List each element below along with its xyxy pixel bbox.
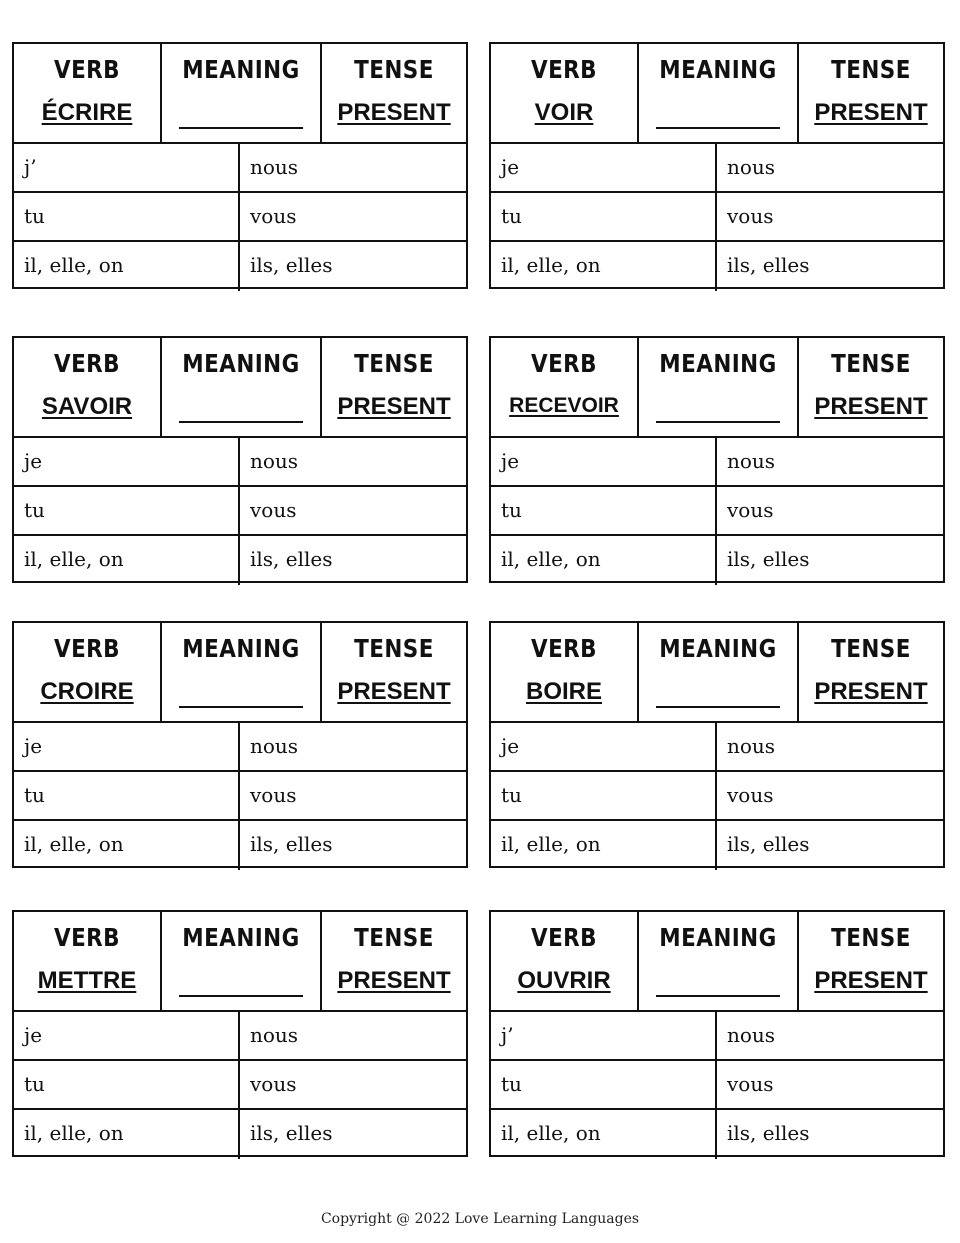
conjugation-row	[491, 487, 943, 536]
verb-heading: VERB	[530, 55, 597, 84]
verb-card-ecrire	[12, 42, 468, 289]
verb-card-recevoir	[489, 336, 945, 583]
pronoun-cell[interactable]: nous	[250, 449, 299, 473]
verb-card-boire	[489, 621, 945, 868]
verb-cell	[14, 44, 162, 142]
meaning-blank-line[interactable]	[179, 995, 303, 997]
pronoun-cell[interactable]: vous	[727, 498, 774, 522]
meaning-heading: MEANING	[182, 55, 300, 84]
meaning-blank-line[interactable]	[179, 127, 303, 129]
tense-cell	[799, 44, 943, 142]
pronoun-cell[interactable]: je	[14, 723, 240, 770]
verb-cell	[491, 44, 639, 142]
pronoun-cell[interactable]: tu	[14, 193, 240, 240]
conjugation-row	[14, 487, 466, 536]
verb-infinitive: METTRE	[37, 967, 137, 994]
pronoun-cell[interactable]: ils, elles	[727, 832, 810, 856]
pronoun-cell[interactable]: il, elle, on	[14, 536, 240, 585]
verb-heading: VERB	[53, 634, 120, 663]
pronoun-cell[interactable]: tu	[14, 1061, 240, 1108]
pronoun-cell[interactable]: tu	[491, 1061, 717, 1108]
pronoun-cell[interactable]: ils, elles	[250, 547, 333, 571]
verb-cell	[14, 912, 162, 1010]
verb-cell	[491, 912, 639, 1010]
pronoun-cell[interactable]: tu	[14, 772, 240, 819]
conjugation-row	[14, 536, 466, 585]
conjugation-row	[14, 242, 466, 291]
conjugation-row	[491, 144, 943, 193]
verb-card-mettre	[12, 910, 468, 1157]
conjugation-row	[491, 723, 943, 772]
tense-heading: TENSE	[354, 349, 434, 378]
tense-cell	[322, 44, 466, 142]
conjugation-row	[491, 1012, 943, 1061]
conjugation-grid	[491, 144, 943, 287]
tense-cell	[799, 623, 943, 721]
pronoun-cell[interactable]: vous	[727, 1072, 774, 1096]
tense-cell	[799, 912, 943, 1010]
meaning-heading: MEANING	[182, 923, 300, 952]
verb-infinitive: ÉCRIRE	[41, 99, 133, 126]
meaning-cell	[162, 912, 322, 1010]
meaning-cell	[162, 338, 322, 436]
verb-heading: VERB	[53, 349, 120, 378]
pronoun-cell[interactable]: tu	[491, 193, 717, 240]
pronoun-cell[interactable]: nous	[727, 155, 776, 179]
card-header	[491, 912, 943, 1012]
tense-value: PRESENT	[814, 393, 928, 420]
verb-cell	[14, 338, 162, 436]
card-header	[14, 623, 466, 723]
pronoun-cell[interactable]: il, elle, on	[491, 821, 717, 870]
verb-infinitive: SAVOIR	[41, 393, 133, 420]
conjugation-row	[491, 242, 943, 291]
verb-cell	[491, 338, 639, 436]
pronoun-cell[interactable]: ils, elles	[727, 253, 810, 277]
verb-heading: VERB	[530, 349, 597, 378]
conjugation-grid	[491, 1012, 943, 1155]
verb-cell	[491, 623, 639, 721]
conjugation-row	[491, 536, 943, 585]
verb-infinitive: CROIRE	[40, 678, 134, 705]
meaning-heading: MEANING	[659, 349, 777, 378]
conjugation-row	[491, 193, 943, 242]
pronoun-cell[interactable]: j’	[491, 1012, 717, 1059]
pronoun-cell[interactable]: nous	[727, 1023, 776, 1047]
conjugation-grid	[14, 1012, 466, 1155]
conjugation-grid	[14, 144, 466, 287]
conjugation-row	[491, 1061, 943, 1110]
card-header	[491, 623, 943, 723]
verb-card-voir	[489, 42, 945, 289]
conjugation-row	[491, 821, 943, 870]
pronoun-cell[interactable]: vous	[727, 783, 774, 807]
verb-infinitive: RECEVOIR	[509, 394, 619, 417]
meaning-cell	[639, 623, 799, 721]
verb-infinitive: VOIR	[534, 99, 594, 126]
pronoun-cell[interactable]: nous	[727, 449, 776, 473]
meaning-heading: MEANING	[659, 923, 777, 952]
verb-heading: VERB	[530, 923, 597, 952]
tense-cell	[799, 338, 943, 436]
card-header	[491, 338, 943, 438]
meaning-heading: MEANING	[182, 349, 300, 378]
pronoun-cell[interactable]: ils, elles	[250, 253, 333, 277]
conjugation-row	[14, 144, 466, 193]
card-header	[14, 912, 466, 1012]
card-header	[491, 44, 943, 144]
verb-heading: VERB	[530, 634, 597, 663]
card-header	[14, 44, 466, 144]
pronoun-cell[interactable]: j’	[14, 144, 240, 191]
pronoun-cell[interactable]: nous	[250, 1023, 299, 1047]
meaning-blank-line[interactable]	[656, 995, 780, 997]
conjugation-row	[14, 1012, 466, 1061]
pronoun-cell[interactable]: nous	[727, 734, 776, 758]
card-header	[14, 338, 466, 438]
tense-value: PRESENT	[337, 99, 451, 126]
meaning-blank-line[interactable]	[179, 706, 303, 708]
pronoun-cell[interactable]: tu	[491, 772, 717, 819]
tense-cell	[322, 912, 466, 1010]
conjugation-row	[14, 1061, 466, 1110]
tense-cell	[322, 338, 466, 436]
meaning-cell	[639, 44, 799, 142]
tense-heading: TENSE	[831, 634, 911, 663]
meaning-blank-line[interactable]	[179, 421, 303, 423]
pronoun-cell[interactable]: vous	[250, 498, 297, 522]
pronoun-cell[interactable]: ils, elles	[250, 832, 333, 856]
verb-card-ouvrir	[489, 910, 945, 1157]
verb-cell	[14, 623, 162, 721]
conjugation-grid	[491, 723, 943, 866]
conjugation-row	[14, 772, 466, 821]
pronoun-cell[interactable]: nous	[250, 734, 299, 758]
pronoun-cell[interactable]: il, elle, on	[14, 1110, 240, 1159]
verb-card-savoir	[12, 336, 468, 583]
pronoun-cell[interactable]: ils, elles	[250, 1121, 333, 1145]
conjugation-row	[14, 821, 466, 870]
pronoun-cell[interactable]: il, elle, on	[14, 821, 240, 870]
tense-heading: TENSE	[831, 923, 911, 952]
verb-infinitive: OUVRIR	[517, 967, 611, 994]
pronoun-cell[interactable]: je	[14, 1012, 240, 1059]
meaning-heading: MEANING	[659, 55, 777, 84]
pronoun-cell[interactable]: il, elle, on	[491, 536, 717, 585]
pronoun-cell[interactable]: je	[491, 723, 717, 770]
conjugation-row	[14, 1110, 466, 1159]
tense-value: PRESENT	[337, 678, 451, 705]
conjugation-grid	[14, 438, 466, 581]
pronoun-cell[interactable]: vous	[250, 204, 297, 228]
pronoun-cell[interactable]: ils, elles	[727, 1121, 810, 1145]
pronoun-cell[interactable]: il, elle, on	[491, 242, 717, 291]
meaning-blank-line[interactable]	[656, 421, 780, 423]
tense-cell	[322, 623, 466, 721]
tense-value: PRESENT	[814, 678, 928, 705]
meaning-cell	[639, 338, 799, 436]
pronoun-cell[interactable]: ils, elles	[727, 547, 810, 571]
tense-heading: TENSE	[354, 923, 434, 952]
pronoun-cell[interactable]: vous	[250, 783, 297, 807]
conjugation-grid	[14, 723, 466, 866]
conjugation-row	[491, 438, 943, 487]
conjugation-row	[14, 723, 466, 772]
verb-card-croire	[12, 621, 468, 868]
tense-value: PRESENT	[337, 967, 451, 994]
verb-heading: VERB	[53, 923, 120, 952]
tense-heading: TENSE	[831, 55, 911, 84]
conjugation-grid	[491, 438, 943, 581]
pronoun-cell[interactable]: je	[14, 438, 240, 485]
pronoun-cell[interactable]: tu	[491, 487, 717, 534]
pronoun-cell[interactable]: je	[491, 144, 717, 191]
conjugation-row	[14, 193, 466, 242]
tense-value: PRESENT	[337, 393, 451, 420]
verb-heading: VERB	[53, 55, 120, 84]
meaning-cell	[639, 912, 799, 1010]
copyright-footer: Copyright @ 2022 Love Learning Languages	[320, 1211, 640, 1227]
pronoun-cell[interactable]: il, elle, on	[491, 1110, 717, 1159]
tense-value: PRESENT	[814, 967, 928, 994]
pronoun-cell[interactable]: tu	[14, 487, 240, 534]
pronoun-cell[interactable]: vous	[727, 204, 774, 228]
meaning-cell	[162, 44, 322, 142]
meaning-heading: MEANING	[182, 634, 300, 663]
meaning-blank-line[interactable]	[656, 706, 780, 708]
pronoun-cell[interactable]: nous	[250, 155, 299, 179]
tense-heading: TENSE	[831, 349, 911, 378]
pronoun-cell[interactable]: je	[491, 438, 717, 485]
tense-heading: TENSE	[354, 634, 434, 663]
tense-value: PRESENT	[814, 99, 928, 126]
verb-infinitive: BOIRE	[525, 678, 602, 705]
conjugation-row	[491, 772, 943, 821]
tense-heading: TENSE	[354, 55, 434, 84]
meaning-blank-line[interactable]	[656, 127, 780, 129]
conjugation-row	[14, 438, 466, 487]
conjugation-row	[491, 1110, 943, 1159]
meaning-cell	[162, 623, 322, 721]
meaning-heading: MEANING	[659, 634, 777, 663]
pronoun-cell[interactable]: il, elle, on	[14, 242, 240, 291]
pronoun-cell[interactable]: vous	[250, 1072, 297, 1096]
